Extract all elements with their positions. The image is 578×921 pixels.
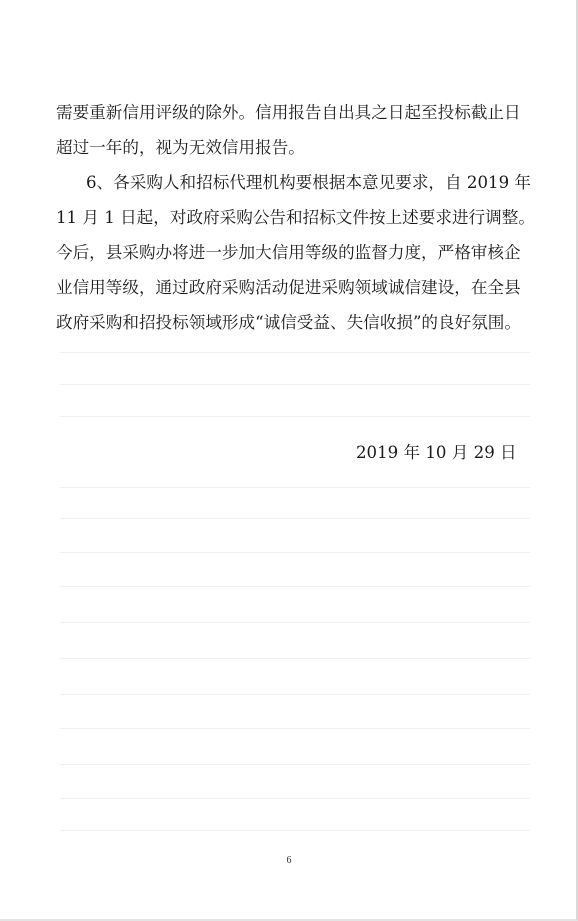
body-text-line: 11 月 1 日起，对政府采购公告和招标文件按上述要求进行调整。	[56, 208, 535, 227]
bleed-through-texture	[60, 798, 530, 799]
bleed-through-texture	[60, 830, 530, 831]
bleed-through-texture	[60, 352, 530, 353]
bleed-through-texture	[60, 586, 530, 587]
bleed-through-texture	[60, 518, 530, 519]
body-text-line: 超过一年的，视为无效信用报告。	[56, 138, 305, 157]
bleed-through-texture	[60, 416, 530, 417]
paragraph-6-first-line: 6、各采购人和招标代理机构要根据本意见要求，自 2019 年	[86, 173, 531, 192]
bleed-through-texture	[60, 487, 530, 488]
bleed-through-texture	[60, 764, 530, 765]
bleed-through-texture	[60, 658, 530, 659]
body-text-line: 政府采购和招投标领域形成“诚信受益、失信收损”的良好氛围。	[56, 313, 521, 332]
bleed-through-texture	[60, 728, 530, 729]
body-text-line: 业信用等级，通过政府采购活动促进采购领域诚信建设，在全县	[56, 278, 521, 297]
bleed-through-texture	[60, 694, 530, 695]
page-number: 6	[286, 855, 292, 866]
body-text-line: 今后，县采购办将进一步加大信用等级的监督力度，严格审核企	[56, 243, 521, 262]
body-text-line: 需要重新信用评级的除外。信用报告自出具之日起至投标截止日	[56, 103, 521, 122]
bleed-through-texture	[60, 384, 530, 385]
bleed-through-texture	[60, 552, 530, 553]
bleed-through-texture	[60, 622, 530, 623]
document-date: 2019 年 10 月 29 日	[356, 443, 517, 462]
